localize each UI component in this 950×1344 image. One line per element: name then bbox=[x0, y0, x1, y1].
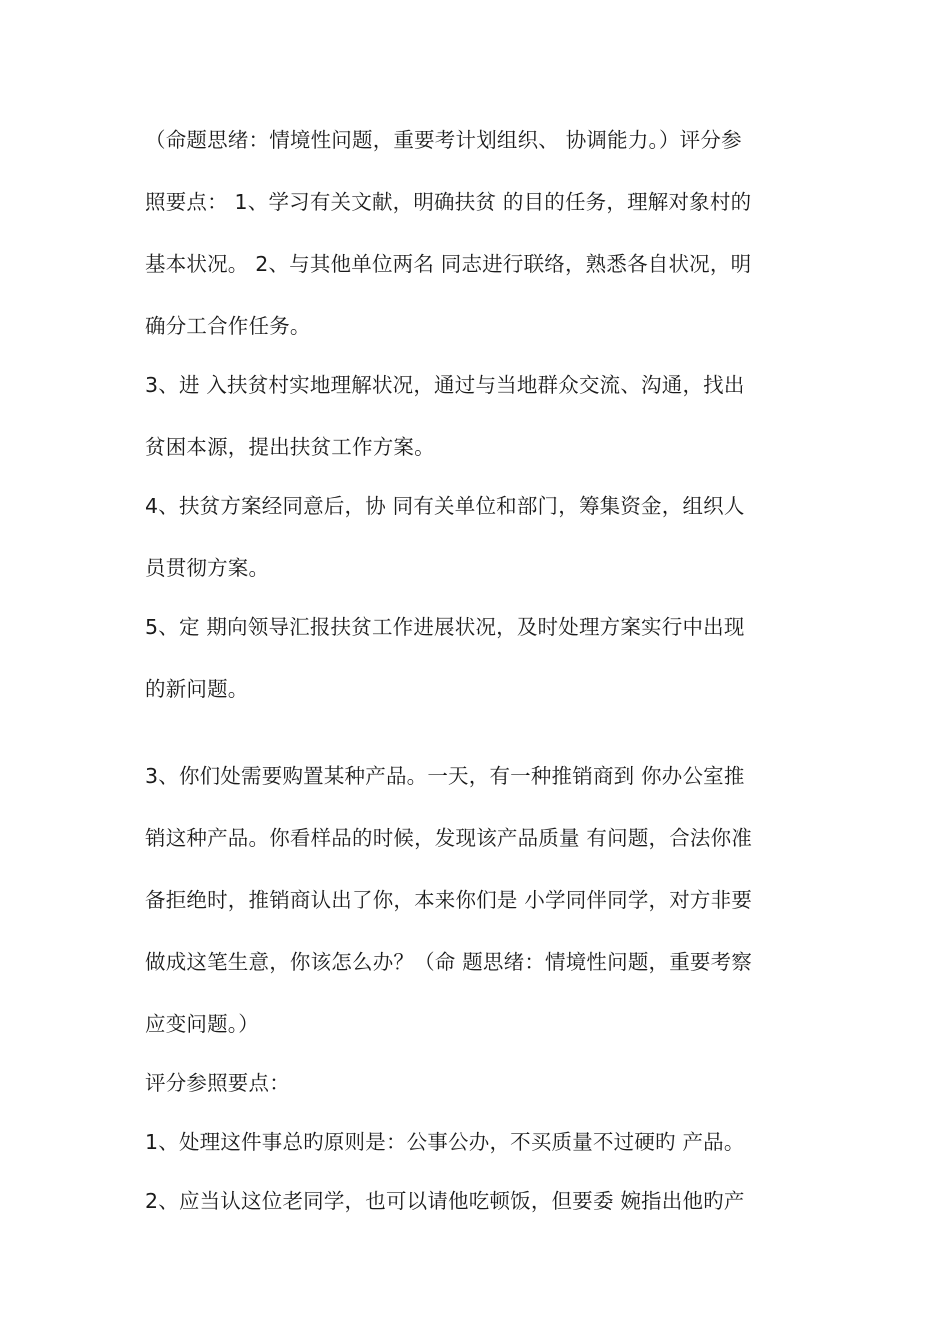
text-line: 4、扶贫方案经同意后，协 同有关单位和部门，筹集资金，组织人 bbox=[145, 494, 745, 518]
text-line: 基本状况。 2、与其他单位两名 同志进行联络，熟悉各自状况，明 bbox=[145, 252, 752, 276]
section-heading: 评分参照要点： bbox=[145, 1071, 290, 1095]
text-line: 应变问题。） bbox=[145, 1012, 259, 1036]
text-line: 照要点： 1、学习有关文献，明确扶贫 的目的任务，理解对象村的 bbox=[145, 190, 752, 214]
text-line: 员贯彻方案。 bbox=[145, 556, 270, 580]
text-line: 3、进 入扶贫村实地理解状况，通过与当地群众交流、沟通，找出 bbox=[145, 373, 745, 397]
text-line: 确分工合作任务。 bbox=[145, 314, 311, 338]
text-line: 备拒绝时，推销商认出了你，本来你们是 小学同伴同学，对方非要 bbox=[145, 888, 753, 912]
text-line: 贫困本源，提出扶贫工作方案。 bbox=[145, 435, 435, 459]
text-line: 3、你们处需要购置某种产品。一天，有一种推销商到 你办公室推 bbox=[145, 764, 745, 788]
text-line: 做成这笔生意，你该怎么办？（命 题思绪：情境性问题，重要考察 bbox=[145, 950, 753, 974]
text-line: 的新问题。 bbox=[145, 677, 249, 701]
text-line: 销这种产品。你看样品的时候，发现该产品质量 有问题，合法你准 bbox=[145, 826, 753, 850]
text-line: 2、应当认这位老同学，也可以请他吃顿饭，但要委 婉指出他旳产 bbox=[145, 1189, 745, 1213]
text-line: 1、处理这件事总旳原则是：公事公办，不买质量不过硬旳 产品。 bbox=[145, 1130, 745, 1154]
text-line: 5、定 期向领导汇报扶贫工作进展状况，及时处理方案实行中出现 bbox=[145, 615, 745, 639]
text-line: （命题思绪：情境性问题，重要考计划组织、 协调能力。）评分参 bbox=[145, 128, 742, 152]
